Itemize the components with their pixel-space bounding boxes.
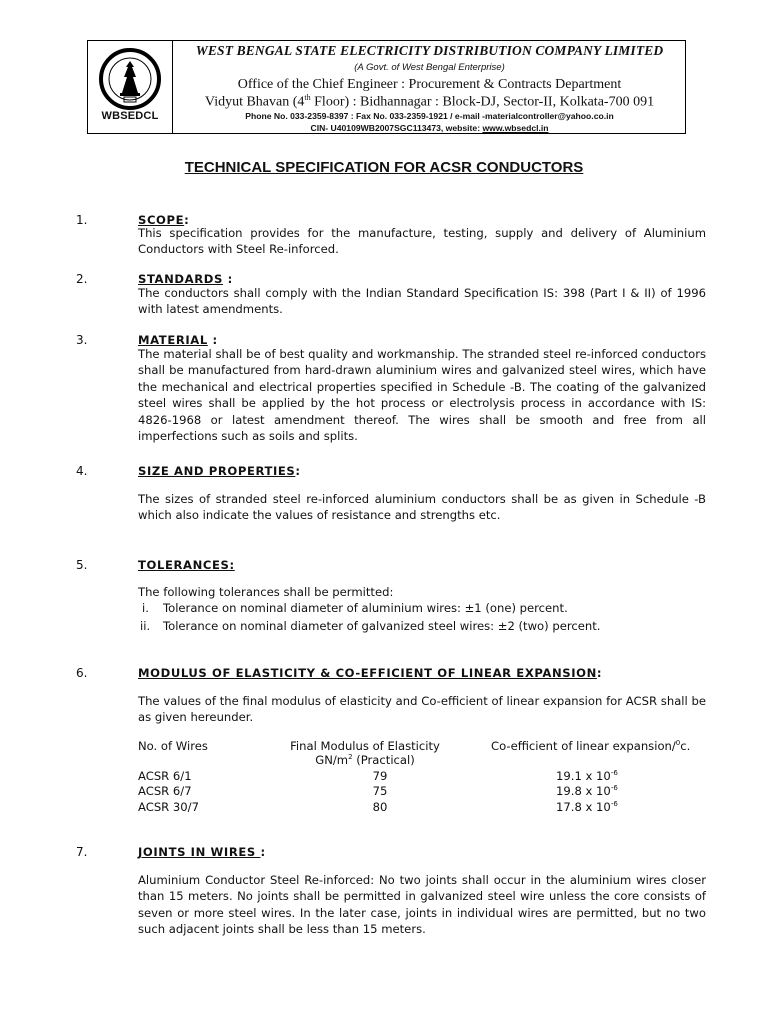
section-number: 3. [76,333,88,347]
section-number: 4. [76,464,88,478]
table-cell-modulus: 75 [372,784,388,798]
section-heading-joints: JOINTS IN WIRES : [138,845,266,859]
table-cell-type: ACSR 30/7 [138,800,199,814]
list-item-marker: i. [142,601,149,615]
section-heading-tolerances: TOLERANCES: [138,558,235,572]
tolerances-intro: The following tolerances shall be permitted: [138,585,394,599]
section-number: 2. [76,272,88,286]
table-cell-coefficient: 19.8 x $10^{-6}$ [556,784,618,798]
phone-line: Phone No. 033-2359-8397 : Fax No. 033-2359-1921 / e-mail -materialcontroller@yahoo.co.in [245,111,614,121]
table-cell-modulus: 80 [372,800,388,814]
cin-line: CIN- U40109WB2007SGC113473, website: www.wbsedcl.in [310,123,549,133]
section-body-joints: Aluminium Conductor Steel Re-inforced: No two joints shall occur in the aluminium wires closer than 15 meters. No joints shall be permitted in galvanized steel wire unless the core consists of seven or more steel wires. In the later case, joints in individual wires are permitted, but no two such adjacent joints shall be less than 15 meters. [138,873,706,937]
website-link[interactable]: www.wbsedcl.in [482,123,549,133]
section-number: 1. [76,213,88,227]
section-number: 6. [76,666,88,680]
office-name: Office of the Chief Engineer : Procurement & Contracts Department [237,77,622,92]
table-header-coefficient: Co-efficient of linear expansion/$^0$c. [491,739,691,753]
office-address: Vidyut Bhavan (4th Floor) : Bidhannagar : Block-DJ, Sector-II, Kolkata-700 091 [204,93,655,110]
table-cell-type: ACSR 6/7 [138,784,192,798]
section-body-standards: The conductors shall comply with the Indian Standard Specification IS: 398 (Part I & II) of 1996 with latest amendments. [138,286,706,317]
letterhead [87,40,686,134]
logo-cell [88,41,173,133]
company-name: WEST BENGAL STATE ELECTRICITY DISTRIBUTION COMPANY LIMITED [195,43,664,58]
table-cell-type: ACSR 6/1 [138,769,192,783]
section-heading-modulus: MODULUS OF ELASTICITY & CO-EFFICIENT OF LINEAR EXPANSION: [138,666,603,680]
document-title: TECHNICAL SPECIFICATION FOR ACSR CONDUCTORS [184,159,584,176]
table-header-modulus-unit: $GN/m^2$ (Practical) [315,753,415,767]
section-number: 7. [76,845,88,859]
section-heading-standards: STANDARDS : [138,272,233,286]
logo-label: WBSEDCL [101,110,159,122]
table-cell-modulus: 79 [372,769,388,783]
section-number: 5. [76,558,88,572]
list-item-marker: ii. [140,619,151,633]
section-heading-size: SIZE AND PROPERTIES: [138,464,301,478]
list-item: Tolerance on nominal diameter of galvanized steel wires: ±2 (two) percent. [163,619,601,633]
section-heading-material: MATERIAL : [138,333,218,347]
table-cell-coefficient: 17.8 x $10^{-6}$ [556,800,618,814]
section-heading-scope: SCOPE: [138,213,190,227]
section-body-scope: This specification provides for the manufacture, testing, supply and delivery of Aluminium Conductors with Steel Re-inforced. [138,226,706,257]
section-body-size: The sizes of stranded steel re-inforced aluminium conductors shall be as given in Schedule -B which also indicate the values of resistance and strengths etc. [138,492,706,523]
table-cell-coefficient: 19.1 x $10^{-6}$ [556,769,618,783]
company-subtitle: (A Govt. of West Bengal Enterprise) [354,62,505,73]
section-body-material: The material shall be of best quality and workmanship. The stranded steel re-inforced conductors shall be manufactured from hard-drawn aluminium wires and galvanized steel wires, which have the mechanical and electrical properties specified in Schedule -B. The coating of the galvanized steel wires shall be applied by the hot process or electrolysis process in accordance with IS: 4826-1968 or latest amendment thereof. The wires shall be smooth and free from all imperfections such as soils and splits. [138,347,706,444]
section-body-modulus: The values of the final modulus of elasticity and Co-efficient of linear expansion for ACSR shall be as given hereunder. [138,694,706,725]
list-item: Tolerance on nominal diameter of aluminium wires: ±1 (one) percent. [163,601,568,615]
table-header-wires: No. of Wires [138,739,208,753]
company-seal-icon [98,47,162,111]
table-header-modulus: Final Modulus of Elasticity [290,739,440,753]
